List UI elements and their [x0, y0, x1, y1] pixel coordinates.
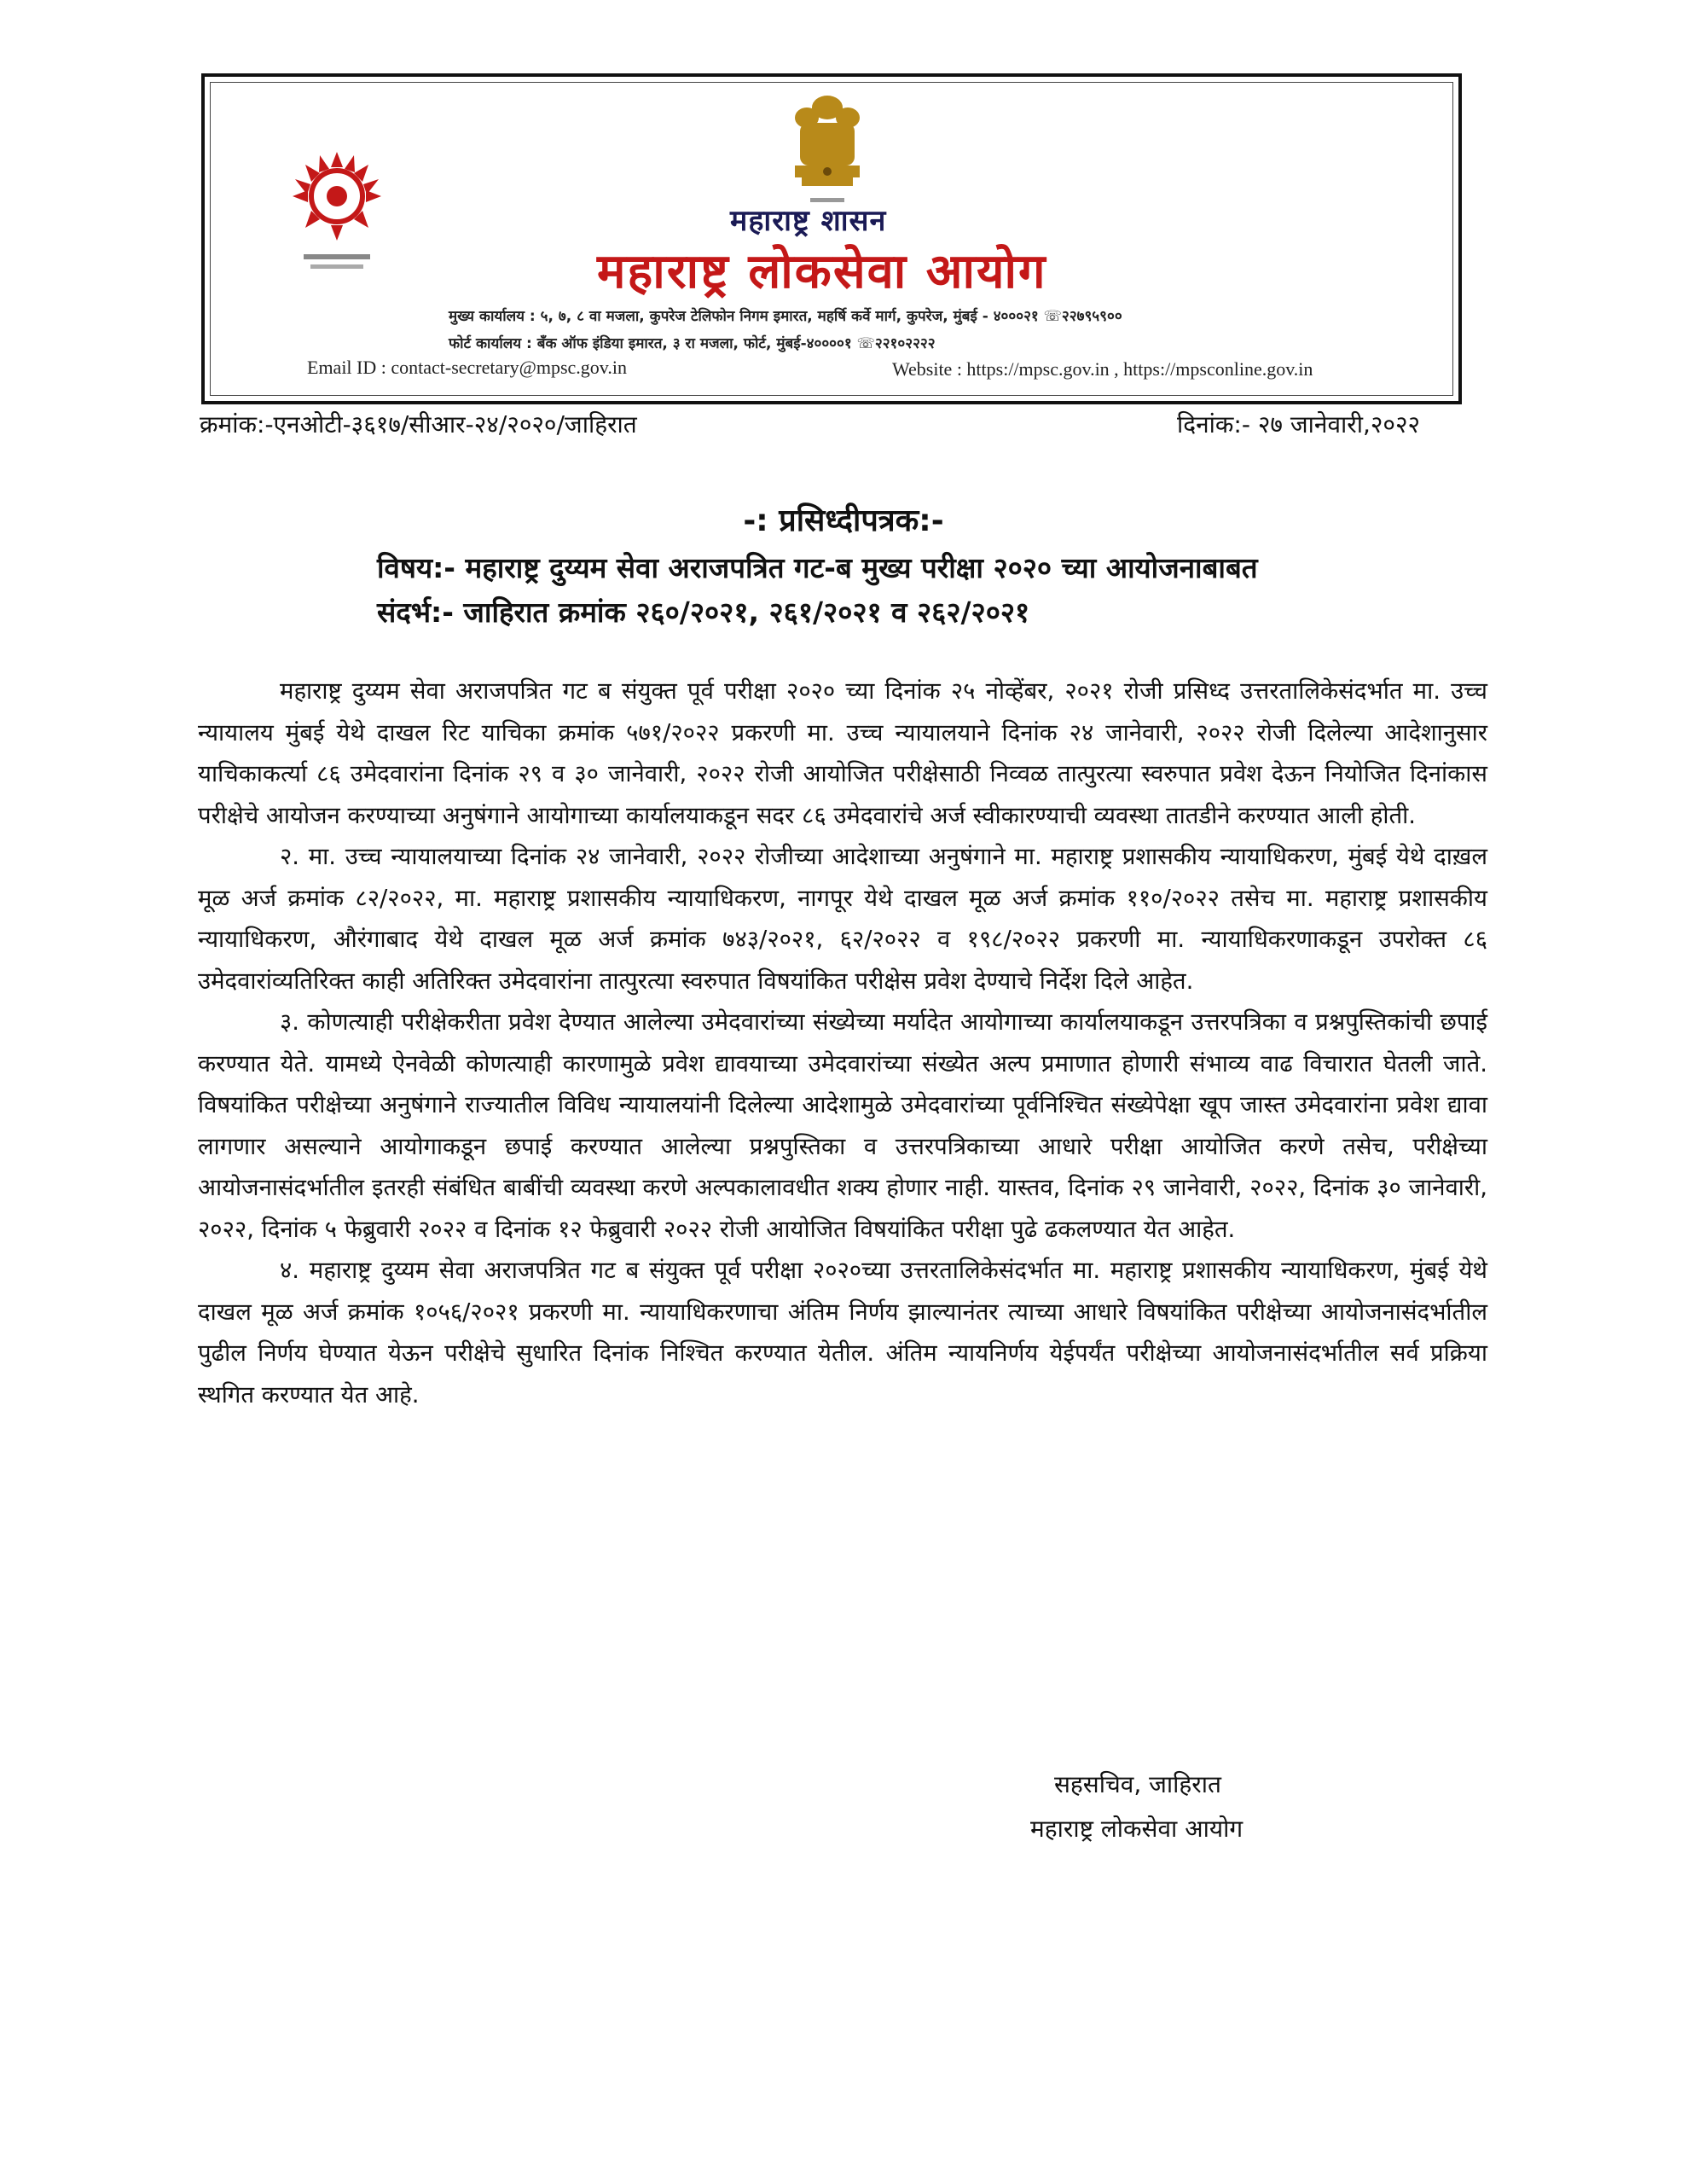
paragraph-2: २. मा. उच्च न्यायालयाच्या दिनांक २४ जानेवारी, २०२२ रोजीच्या आदेशाच्या अनुषंगाने मा. महाराष्ट्र प्रशासकीय न्यायाधिकरण, मुंबई येथे दाख़ल मूळ अर्ज क्रमांक ८२/२०२२, मा. महाराष्ट्र प्रशासकीय न्यायाधिकरण, नागपूर येथे दाखल मूळ अर्ज क्रमांक ११०/२०२२ तसेच मा. महाराष्ट्र प्रशासकीय न्यायाधिकरण, औरंगाबाद येथे दाखल मूळ अर्ज क्रमांक ७४३/२०२१, ६२/२०२२ व १९८/२०२२ प्रकरणी मा. न्यायाधिकरणाकडून उपरोक्त ८६ उमेदवारांव्यतिरिक्त काही अतिरिक्त उमेदवारांना तात्पुरत्या स्वरुपात विषयांकित परीक्षेस प्रवेश देण्याचे निर्देश दिले आहेत. [198, 843, 1487, 995]
signatory-office: महाराष्ट्र लोकसेवा आयोग [1030, 1815, 1244, 1843]
document-date: दिनांक:- २७ जानेवारी,२०२२ [1177, 410, 1421, 439]
reference-number: क्रमांक:-एनओटी-३६१७/सीआर-२४/२०२०/जाहिरात [200, 410, 637, 439]
signatory-designation: सहसचिव, जाहिरात [1054, 1770, 1221, 1798]
paragraph-1: महाराष्ट्र दुय्यम सेवा अराजपत्रित गट ब संयुक्त पूर्व परीक्षा २०२० च्या दिनांक २५ नोव्हेंबर, २०२१ रोजी प्रसिध्द उत्तरतालिकेसंदर्भात मा. उच्च न्यायालय मुंबई येथे दाखल रिट याचिका क्रमांक ५७१/२०२२ प्रकरणी मा. उच्च न्यायालयाने दिनांक २४ जानेवारी, २०२२ रोजी दिलेल्या आदेशानुसार याचिकाकर्त्या ८६ उमेदवारांना दिनांक २९ व ३० जानेवारी, २०२२ रोजी आयोजित परीक्षेसाठी निव्वळ तात्पुरत्या स्वरुपात प्रवेश देऊन नियोजित दिनांकास परीक्षेचे आयोजन करण्याच्या अनुषंगाने आयोगाच्या कार्यालयाकडून सदर ८६ उमेदवारांचे अर्ज स्वीकारण्याची व्यवस्था तातडीने करण्यात आली होती. [198, 677, 1487, 829]
reference-line: संदर्भ:- जाहिरात क्रमांक २६०/२०२१, २६१/२०२१ व २६२/२०२१ [377, 595, 1030, 629]
commission-name: महाराष्ट्र लोकसेवा आयोग [597, 243, 1047, 299]
body-text [198, 671, 1487, 1415]
fort-office-address: फोर्ट कार्यालय : बँक ऑफ इंडिया इमारत, ३ रा मजला, फोर्ट, मुंबई-४००००१ ☏२२१०२२२२ [449, 335, 936, 352]
website-links: Website : https://mpsc.gov.in , https://mpsconline.gov.in [892, 358, 1313, 380]
mpsc-sun-seal-icon [273, 136, 401, 282]
paragraph-3: ३. कोणत्याही परीक्षेकरीता प्रवेश देण्यात आलेल्या उमेदवारांच्या संख्येच्या मर्यादेत आयोगाच्या कार्यालयाकडून उत्तरपत्रिका व प्रश्नपुस्तिकांची छपाई करण्यात येते. यामध्ये ऐनवेळी कोणत्याही कारणामुळे प्रवेश द्यावयाच्या उमेदवारांच्या संख्येत अल्प प्रमाणात होणारी संभाव्य वाढ विचारात घेतली जाते. विषयांकित परीक्षेच्या अनुषंगाने राज्यातील विविध न्यायालयांनी दिलेल्या आदेशामुळे उमेदवारांच्या पूर्वनिश्चित संख्येपेक्षा खूप जास्त उमेदवारांना प्रवेश द्यावा लागणार असल्याने आयोगाकडून छपाई करण्यात आलेल्या प्रश्नपुस्तिका व उत्तरपत्रिकाच्या आधारे परीक्षा आयोजित करणे तसेच, परीक्षेच्या आयोजनासंदर्भातील इतरही संबंधित बाबींची व्यवस्था करणे अल्पकालावधीत शक्य होणार नाही. यास्तव, दिनांक २९ जानेवारी, २०२२, दिनांक ३० जानेवारी, २०२२, दिनांक ५ फेब्रुवारी २०२२ व दिनांक १२ फेब्रुवारी २०२२ रोजी आयोजित विषयांकित परीक्षा पुढे ढकलण्यात येत आहेत. [198, 1008, 1487, 1243]
head-office-address: मुख्य कार्यालय : ५, ७, ८ वा मजला, कुपरेज टेलिफोन निगम इमारत, महर्षि कर्वे मार्ग, कुपरेज, मुंबई - ४०००२१ ☏२२७९५९०० [449, 308, 1122, 325]
subject-line: विषय:- महाराष्ट्र दुय्यम सेवा अराजपत्रित गट-ब मुख्य परीक्षा २०२० च्या आयोजनाबाबत [377, 551, 1258, 584]
email-id: Email ID : contact-secretary@mpsc.gov.in [307, 357, 627, 378]
paragraph-4: ४. महाराष्ट्र दुय्यम सेवा अराजपत्रित गट ब संयुक्त पूर्व परीक्षा २०२०च्या उत्तरतालिकेसंदर्भात मा. महाराष्ट्र प्रशासकीय न्यायाधिकरण, मुंबई येथे दाखल मूळ अर्ज क्रमांक १०५६/२०२१ प्रकरणी मा. न्यायाधिकरणाचा अंतिम निर्णय झाल्यानंतर त्याच्या आधारे विषयांकित परीक्षेच्या आयोजनासंदर्भातील पुढील निर्णय घेण्यात येऊन परीक्षेचे सुधारित दिनांक निश्चित करण्यात येतील. अंतिम न्यायनिर्णय येईपर्यंत परीक्षेच्या आयोजनासंदर्भातील सर्व प्रक्रिया स्थगित करण्यात येत आहे. [198, 1257, 1487, 1409]
press-note-title: -: प्रसिध्दीपत्रक:- [743, 503, 944, 538]
government-name: महाराष्ट्र शासन [730, 204, 887, 238]
ashoka-emblem-icon [776, 89, 878, 217]
